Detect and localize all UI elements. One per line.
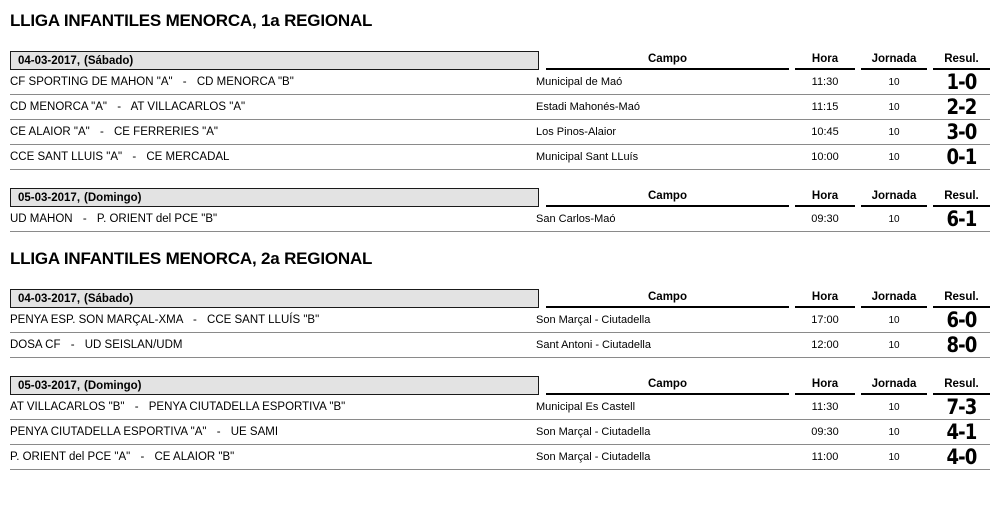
home-team: P. ORIENT del PCE "A" (10, 451, 131, 463)
match-jornada: 10 (888, 315, 900, 326)
match-jornada: 10 (888, 427, 900, 438)
table-row (10, 145, 990, 170)
away-team: P. ORIENT del PCE "B" (96, 213, 218, 225)
match-jornada: 10 (888, 402, 900, 413)
match-hora: 09:30 (811, 213, 839, 225)
team-separator: - (182, 76, 187, 88)
day-block (0, 289, 1000, 358)
match-teams (10, 145, 229, 170)
team-separator: - (99, 126, 104, 138)
date-text: 05-03-2017, (18, 191, 81, 204)
column-header-campo: Campo (546, 376, 789, 395)
match-teams (10, 95, 245, 120)
date-box (10, 376, 539, 395)
match-teams (10, 395, 345, 420)
match-hora: 09:30 (811, 426, 839, 438)
column-header-hora: Hora (795, 188, 855, 207)
away-team: AT VILLACARLOS "A" (130, 101, 246, 113)
away-team: PENYA CIUTADELLA ESPORTIVA "B" (148, 401, 346, 413)
column-header-jornada: Jornada (861, 51, 927, 70)
match-jornada: 10 (888, 452, 900, 463)
weekday-text: (Sábado) (84, 292, 134, 305)
away-team: CE MERCADAL (146, 151, 230, 163)
match-result: 3-0 (946, 120, 977, 144)
away-team: CE ALAIOR "B" (154, 451, 235, 463)
day-gap (0, 170, 1000, 188)
match-campo: Son Marçal - Ciutadella (536, 451, 651, 463)
league-title-1: LLIGA INFANTILES MENORCA, 1a REGIONAL (10, 11, 373, 30)
team-separator: - (140, 451, 145, 463)
match-hora: 11:30 (811, 401, 839, 413)
match-result: 0-1 (946, 145, 977, 169)
match-hora: 17:00 (811, 314, 839, 326)
column-header-hora: Hora (795, 289, 855, 308)
match-jornada: 10 (888, 77, 900, 88)
column-header-resul: Resul. (933, 376, 990, 395)
match-hora: 11:00 (811, 451, 839, 463)
home-team: CD MENORCA "A" (10, 101, 107, 113)
match-jornada: 10 (888, 152, 900, 163)
column-header-campo: Campo (546, 289, 789, 308)
day-header (0, 51, 1000, 70)
column-header-hora: Hora (795, 376, 855, 395)
match-campo: Municipal de Maó (536, 76, 623, 88)
weekday-text: (Sábado) (84, 54, 134, 67)
date-box (10, 289, 539, 308)
home-team: UD MAHON (10, 213, 73, 225)
column-header-campo: Campo (546, 188, 789, 207)
match-teams (10, 120, 218, 145)
weekday-text: (Domingo) (84, 379, 142, 392)
date-box (10, 51, 539, 70)
table-row (10, 420, 990, 445)
column-header-jornada: Jornada (861, 188, 927, 207)
match-campo: Municipal Sant LLuís (536, 151, 639, 163)
column-header-campo: Campo (546, 51, 789, 70)
match-teams (10, 308, 319, 333)
team-separator: - (117, 101, 122, 113)
table-row (10, 207, 990, 232)
date-text: 05-03-2017, (18, 379, 81, 392)
match-jornada: 10 (888, 127, 900, 138)
match-result: 4-0 (946, 445, 977, 469)
away-team: UD SEISLAN/UDM (84, 339, 183, 351)
away-team: UE SAMI (230, 426, 279, 438)
match-result: 4-1 (946, 420, 977, 444)
table-row (10, 70, 990, 95)
gap-between-leagues (0, 232, 1000, 250)
home-team: CE ALAIOR "A" (10, 126, 90, 138)
table-row (10, 120, 990, 145)
match-result: 6-1 (946, 207, 977, 231)
away-team: CCE SANT LLUÍS "B" (207, 314, 320, 326)
day-header (0, 188, 1000, 207)
date-text: 04-03-2017, (18, 292, 81, 305)
column-header-resul: Resul. (933, 51, 990, 70)
match-teams (10, 207, 217, 232)
day-gap (0, 358, 1000, 376)
team-separator: - (192, 314, 197, 326)
day-block (0, 376, 1000, 470)
column-header-resul: Resul. (933, 188, 990, 207)
match-hora: 10:45 (811, 126, 839, 138)
match-jornada: 10 (888, 102, 900, 113)
team-separator: - (70, 339, 75, 351)
team-separator: - (132, 151, 137, 163)
match-result: 8-0 (946, 333, 977, 357)
day-block (0, 188, 1000, 232)
match-hora: 11:30 (811, 76, 839, 88)
day-block (0, 51, 1000, 170)
home-team: DOSA CF (10, 339, 61, 351)
weekday-text: (Domingo) (84, 191, 142, 204)
match-hora: 11:15 (811, 101, 839, 113)
match-result: 2-2 (946, 95, 977, 119)
match-campo: Son Marçal - Ciutadella (536, 426, 651, 438)
home-team: AT VILLACARLOS "B" (10, 401, 125, 413)
match-jornada: 10 (888, 340, 900, 351)
match-jornada: 10 (888, 214, 900, 225)
match-teams (10, 445, 234, 470)
day-header (0, 376, 1000, 395)
team-separator: - (216, 426, 221, 438)
match-result: 7-3 (946, 395, 977, 419)
match-hora: 10:00 (811, 151, 839, 163)
table-row (10, 395, 990, 420)
match-campo: Estadi Mahonés-Maó (536, 101, 640, 113)
table-row (10, 308, 990, 333)
away-team: CD MENORCA "B" (196, 76, 294, 88)
date-text: 04-03-2017, (18, 54, 81, 67)
match-teams (10, 420, 278, 445)
column-header-hora: Hora (795, 51, 855, 70)
match-campo: Los Pinos-Alaior (536, 126, 617, 138)
date-box (10, 188, 539, 207)
column-header-jornada: Jornada (861, 376, 927, 395)
match-campo: San Carlos-Maó (536, 213, 616, 225)
match-campo: Son Marçal - Ciutadella (536, 314, 651, 326)
table-row (10, 333, 990, 358)
match-hora: 12:00 (811, 339, 839, 351)
home-team: PENYA ESP. SON MARÇAL-XMA (10, 314, 183, 326)
match-campo: Municipal Es Castell (536, 401, 636, 413)
match-result: 1-0 (946, 70, 977, 94)
gap-after-title-2 (0, 267, 1000, 289)
match-teams (10, 333, 183, 358)
match-result: 6-0 (946, 308, 977, 332)
team-separator: - (134, 401, 139, 413)
match-campo: Sant Antoni - Ciutadella (536, 339, 651, 351)
home-team: PENYA CIUTADELLA ESPORTIVA "A" (10, 426, 207, 438)
match-teams (10, 70, 294, 95)
away-team: CE FERRERIES "A" (114, 126, 219, 138)
column-header-resul: Resul. (933, 289, 990, 308)
gap-after-title-1 (0, 29, 1000, 51)
league-title-2: LLIGA INFANTILES MENORCA, 2a REGIONAL (10, 249, 373, 268)
table-row (10, 445, 990, 470)
team-separator: - (82, 213, 87, 225)
day-header (0, 289, 1000, 308)
column-header-jornada: Jornada (861, 289, 927, 308)
home-team: CF SPORTING DE MAHON "A" (10, 76, 173, 88)
home-team: CCE SANT LLUIS "A" (10, 151, 123, 163)
table-row (10, 95, 990, 120)
